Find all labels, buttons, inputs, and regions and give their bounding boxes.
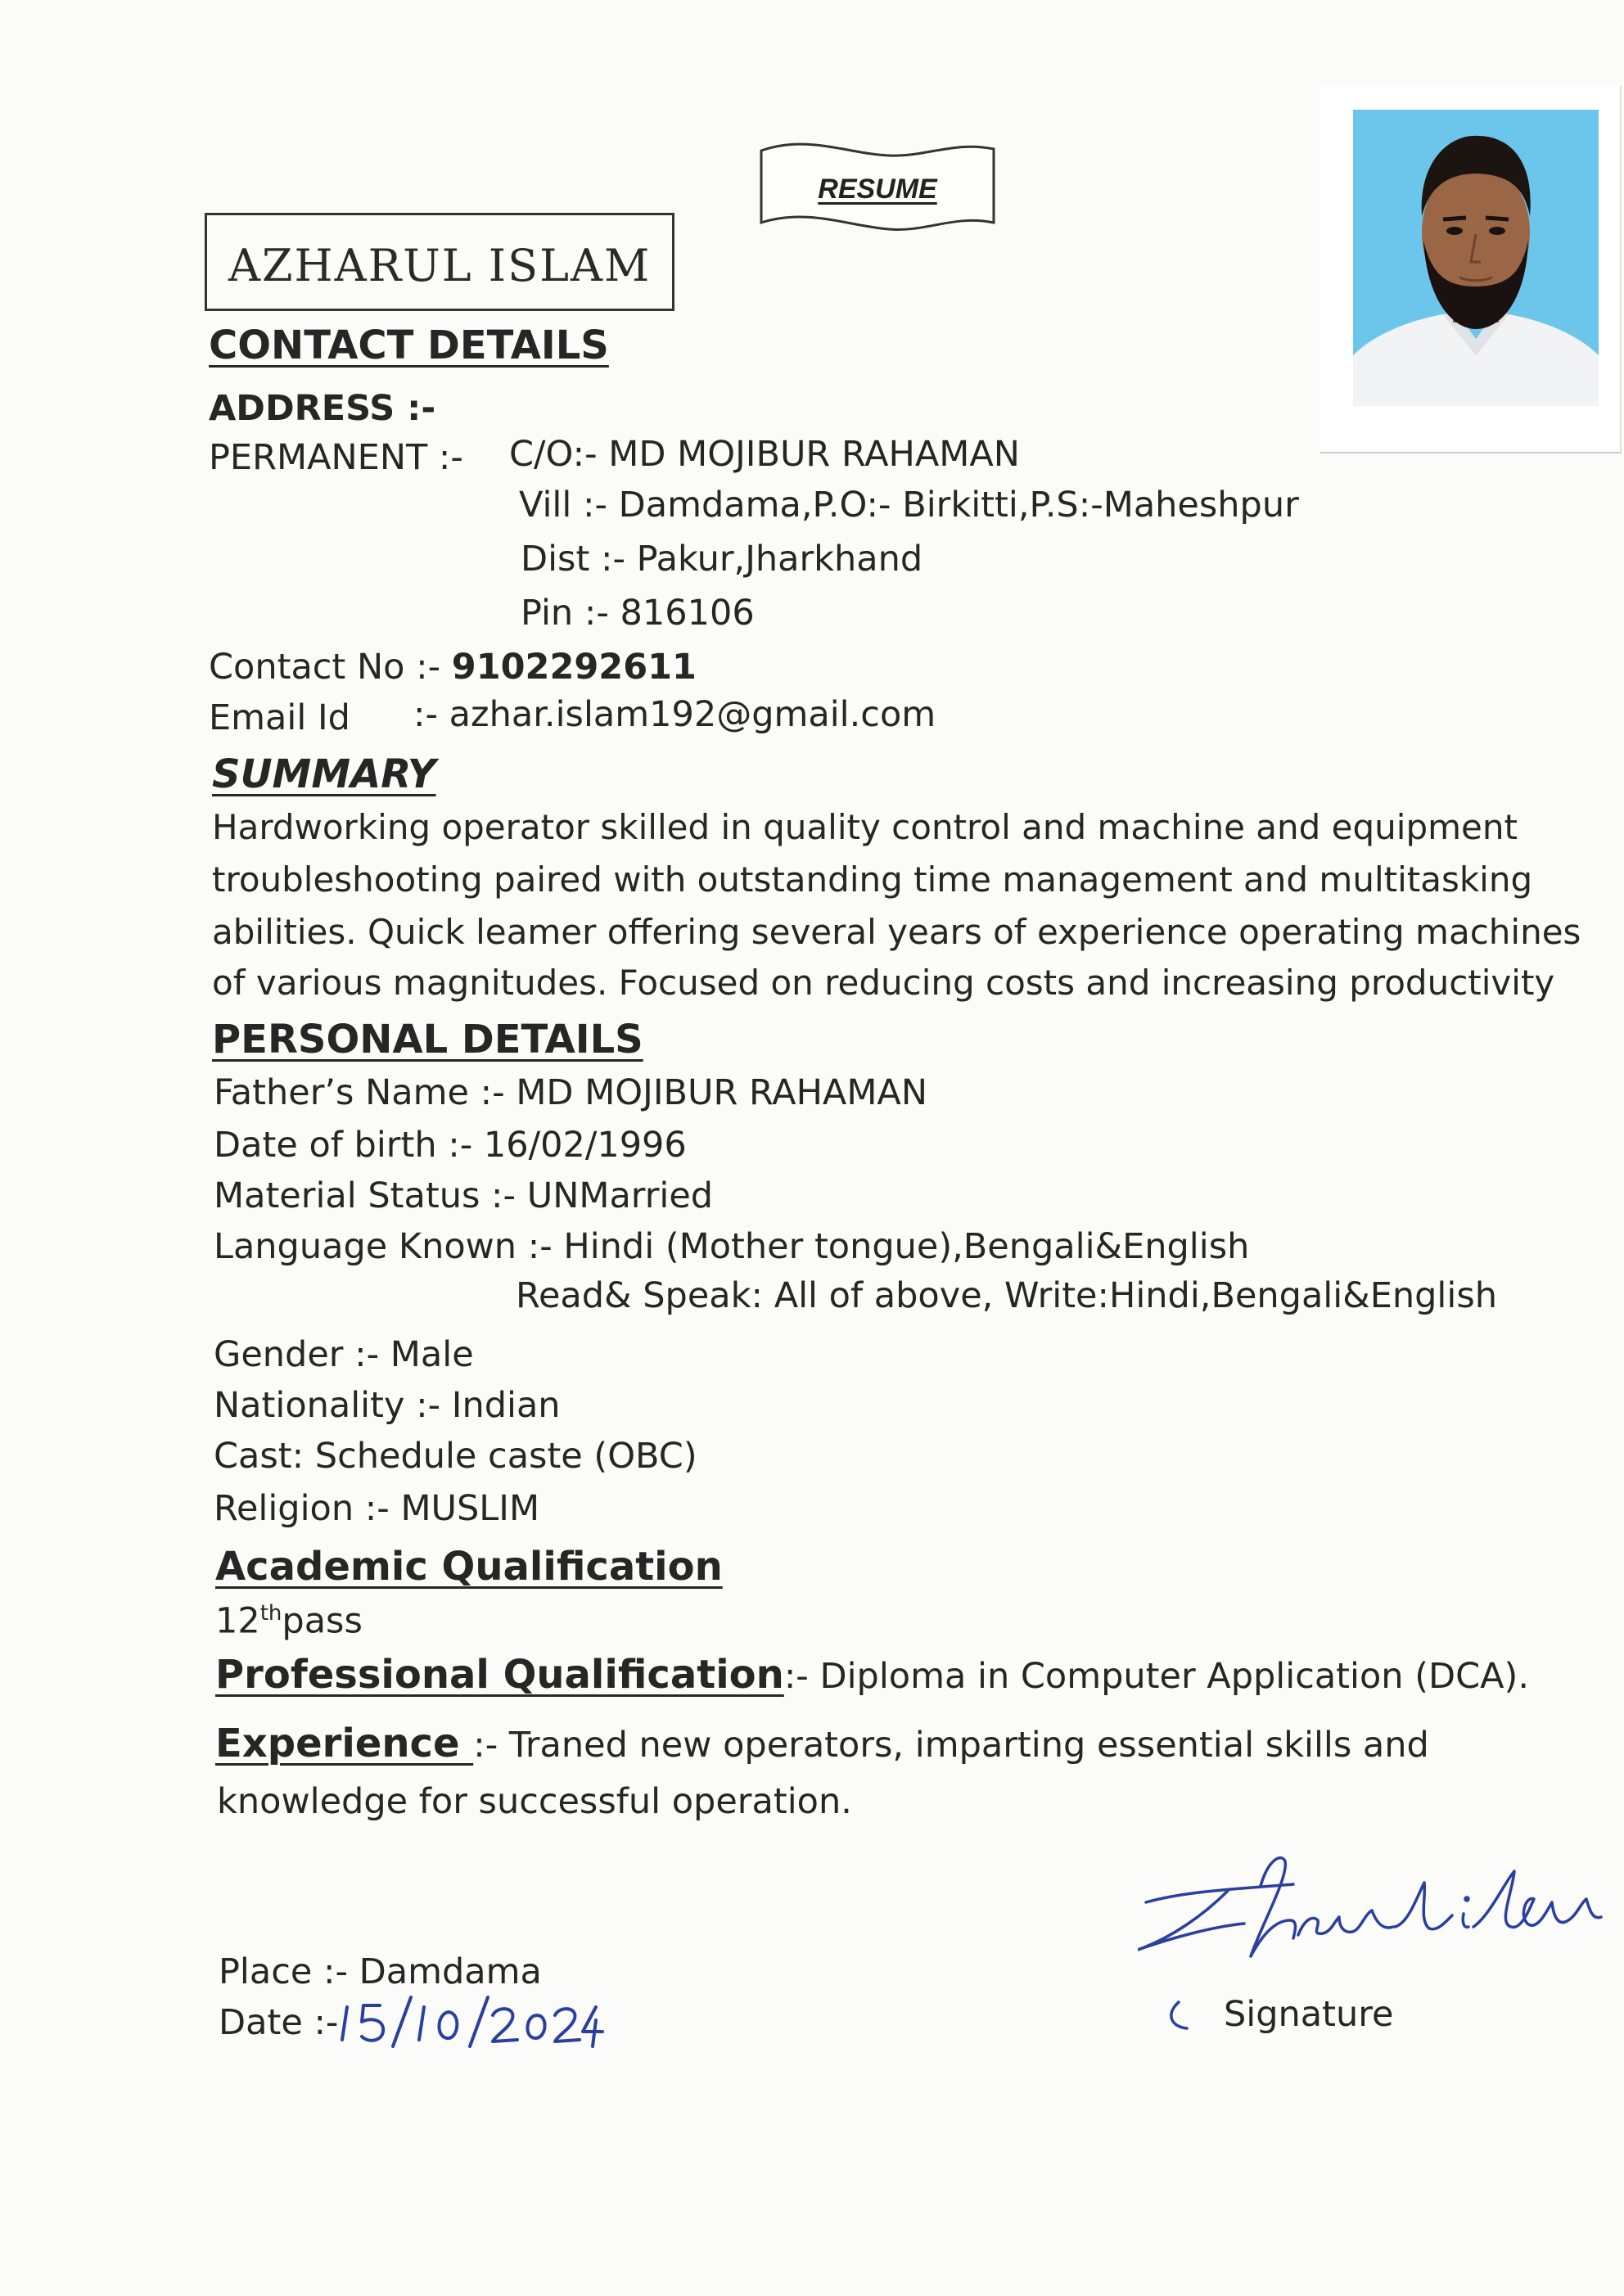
resume-label: RESUME <box>818 174 937 205</box>
summary-line: troubleshooting paired with outstanding time management and multitasking <box>212 859 1533 900</box>
languages-detail: Read& Speak: All of above, Write:Hindi,Bengali&English <box>516 1275 1497 1316</box>
summary-line: abilities. Quick leamer offering several years of experience operating machines <box>212 912 1581 952</box>
professional-value: :- Diploma in Computer Application (DCA). <box>783 1656 1529 1697</box>
address-line: Pin :- 816106 <box>521 593 755 634</box>
phone-number: 9102292611 <box>451 647 697 688</box>
email-value: :- azhar.islam192@gmail.com <box>413 694 936 735</box>
signature-label: Signature <box>1224 1994 1394 2035</box>
place: Place :- Damdama <box>219 1951 542 1992</box>
resume-banner <box>758 138 997 237</box>
fathers-name: Father’s Name :- MD MOJIBUR RAHAMAN <box>214 1072 928 1113</box>
contact-heading: CONTACT DETAILS <box>209 323 609 368</box>
handwritten-date <box>336 1987 606 2053</box>
gender: Gender :- Male <box>214 1334 474 1375</box>
academic-heading: Academic Qualification <box>215 1544 723 1590</box>
email-label: Email Id <box>209 697 350 738</box>
caste: Cast: Schedule caste (OBC) <box>214 1436 697 1477</box>
profile-photo <box>1353 110 1599 406</box>
professional-row <box>215 1652 1529 1698</box>
languages-known: Language Known :- Hindi (Mother tongue),Bengali&English <box>214 1226 1250 1267</box>
date-label: Date :- <box>219 2002 339 2043</box>
summary-heading: SUMMARY <box>212 751 436 797</box>
academic-grade-suffix: th <box>259 1601 282 1626</box>
address-line: Vill :- Damdama,P.O:- Birkitti,P.S:-Maheshpur <box>519 485 1299 526</box>
religion: Religion :- MUSLIM <box>214 1488 540 1529</box>
summary-line: of various magnitudes. Focused on reducing costs and increasing productivity <box>212 963 1555 1003</box>
permanent-label: PERMANENT :- <box>209 437 463 478</box>
nationality: Nationality :- Indian <box>214 1385 561 1426</box>
experience-row <box>215 1721 1429 1766</box>
address-line: C/O:- MD MOJIBUR RAHAMAN <box>509 434 1020 475</box>
photo-frame <box>1320 85 1622 453</box>
personal-heading: PERSONAL DETAILS <box>212 1017 643 1062</box>
experience-line: :- Traned new operators, imparting essential skills and <box>473 1725 1429 1766</box>
summary-line: Hardworking operator skilled in quality control and machine and equipment <box>212 807 1518 847</box>
academic-value <box>215 1600 363 1642</box>
date-of-birth: Date of birth :- 16/02/1996 <box>214 1125 687 1166</box>
address-line: Dist :- Pakur,Jharkhand <box>521 539 923 580</box>
address-label: ADDRESS :- <box>209 388 436 429</box>
academic-grade: 12 <box>215 1600 260 1642</box>
marital-status: Material Status :- UNMarried <box>214 1175 714 1216</box>
name-box <box>205 213 674 311</box>
academic-result: pass <box>282 1600 363 1642</box>
experience-heading: Experience <box>215 1721 474 1766</box>
candidate-name: AZHARUL ISLAM <box>228 240 652 291</box>
phone-row <box>209 647 697 688</box>
professional-heading: Professional Qualification <box>215 1652 784 1698</box>
experience-line: knowledge for successful operation. <box>217 1781 852 1822</box>
phone-label: Contact No :- <box>209 647 452 688</box>
